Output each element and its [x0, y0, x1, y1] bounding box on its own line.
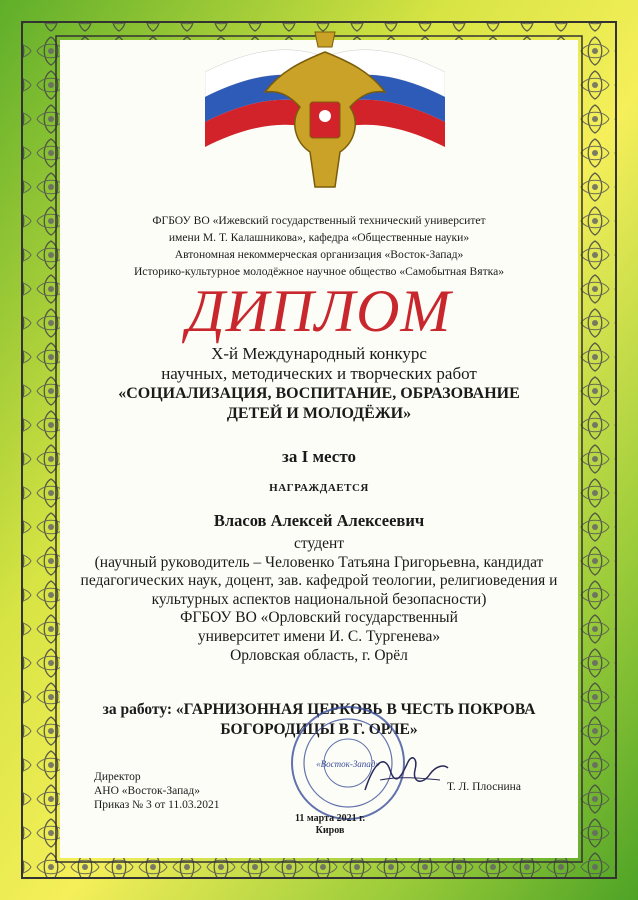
signature	[360, 750, 450, 800]
organizations	[60, 212, 578, 280]
place-text: за I место	[282, 447, 356, 466]
detail-line: (научный руководитель – Человенко Татьяна Григорьевна, кандидат	[94, 553, 544, 571]
awarded-label: НАГРАЖДАЕТСЯ	[269, 482, 369, 494]
detail-line: университет имени И. С. Тургенева»	[197, 627, 441, 645]
organization-line: имени М. Т. Калашникова», кафедра «Общественные науки»	[168, 231, 470, 244]
organization-line: Автономная некоммерческая организация «Восток-Запад»	[174, 248, 464, 261]
detail-line: Орловская область, г. Орёл	[230, 646, 408, 664]
signatory-name: Т. Л. Плоснина	[447, 781, 521, 793]
organization-line: ФГБОУ ВО «Ижевский государственный технический университет	[152, 214, 486, 227]
work-line: БОГОРОДИЦЫ В Г. ОРЛЕ»	[220, 721, 418, 738]
contest-line: ДЕТЕЙ И МОЛОДЁЖИ»	[226, 405, 412, 422]
signatory-block	[94, 770, 219, 812]
contest-line: X-й Международный конкурс	[211, 344, 427, 363]
order-number: Приказ № 3 от 11.03.2021	[94, 799, 220, 811]
issue-date: 11 марта 2021 г.	[294, 813, 366, 824]
diploma-title: ДИПЛОМ	[186, 278, 452, 344]
signatory-title: Директор	[94, 771, 141, 783]
organization-line: Историко-культурное молодёжное научное общество «Самобытная Вятка»	[133, 265, 505, 278]
issue-city: Киров	[315, 825, 345, 836]
detail-line: ФГБОУ ВО «Орловский государственный	[180, 609, 458, 627]
recipient-name: Власов Алексей Алексеевич	[213, 511, 425, 530]
recipient-details	[60, 535, 578, 665]
work-line: за работу: «ГАРНИЗОННАЯ ЦЕРКОВЬ В ЧЕСТЬ ПОКРОВА	[102, 701, 536, 718]
stamp-text: «Восток-Запад»	[316, 759, 380, 769]
contest-name	[60, 344, 578, 424]
recipient-role: студент	[293, 535, 345, 552]
signatory-org: АНО «Восток-Запад»	[94, 785, 200, 797]
contest-line: «СОЦИАЛИЗАЦИЯ, ВОСПИТАНИЕ, ОБРАЗОВАНИЕ	[118, 385, 520, 402]
contest-line: научных, методических и творческих работ	[161, 364, 477, 383]
detail-line: педагогических наук, доцент, зав. кафедрой теологии, религиоведения и	[80, 572, 558, 590]
issue-info	[270, 813, 390, 837]
detail-line: культурных аспектов национальной безопасности)	[151, 590, 487, 608]
coat-of-arms-icon	[205, 12, 445, 202]
